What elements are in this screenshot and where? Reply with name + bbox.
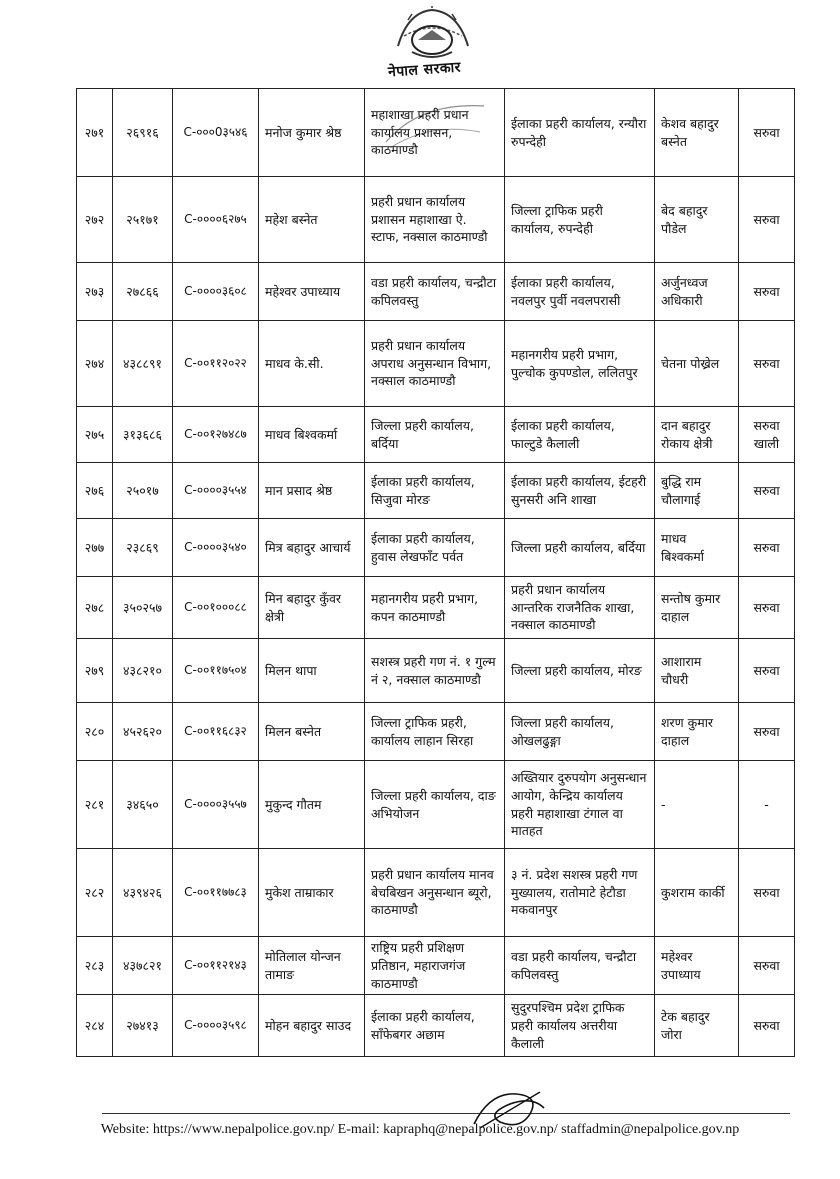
- employee-name-cell: मोहन बहादुर साउद: [259, 995, 365, 1057]
- serial-number-cell: २८४: [77, 995, 113, 1057]
- replacement-name-cell: महेश्वर उपाध्याय: [655, 937, 739, 995]
- employee-code-cell: C-००११२१४३: [173, 937, 259, 995]
- police-id-cell: ४३९४२६: [113, 849, 173, 937]
- replacement-name-cell: -: [655, 761, 739, 849]
- table-row: [77, 577, 795, 639]
- remark-cell: सरुवा: [739, 995, 795, 1057]
- replacement-name-cell: शरण कुमार दाहाल: [655, 703, 739, 761]
- police-id-cell: ४५२६२०: [113, 703, 173, 761]
- replacement-name-cell: केशव बहादुर बस्नेत: [655, 89, 739, 177]
- employee-code-cell: C-००००३५९८: [173, 995, 259, 1057]
- table-row: [77, 407, 795, 463]
- remark-cell: सरुवा: [739, 577, 795, 639]
- employee-code-cell: C-००११२०२२: [173, 321, 259, 407]
- table-row: [77, 849, 795, 937]
- serial-number-cell: २८०: [77, 703, 113, 761]
- replacement-name-cell: बुद्धि राम चौलागाई: [655, 463, 739, 519]
- table-row: [77, 177, 795, 263]
- employee-name-cell: मुकुन्द गौतम: [259, 761, 365, 849]
- current-office-cell: वडा प्रहरी कार्यालय, चन्द्रौटा कपिलवस्तु: [365, 263, 505, 321]
- employee-code-cell: C-०००0३५४६: [173, 89, 259, 177]
- serial-number-cell: २८१: [77, 761, 113, 849]
- police-id-cell: २६९१६: [113, 89, 173, 177]
- new-office-cell: ईलाका प्रहरी कार्यालय, नवलपुर पुर्वी नवलपरासी: [505, 263, 655, 321]
- new-office-cell: ईलाका प्रहरी कार्यालय, रन्यौरा रुपन्देही: [505, 89, 655, 177]
- replacement-name-cell: माधव बिश्वकर्मा: [655, 519, 739, 577]
- employee-code-cell: C-००११७७८३: [173, 849, 259, 937]
- serial-number-cell: २७१: [77, 89, 113, 177]
- footer-contact: Website: https://www.nepalpolice.gov.np/ E-mail: kapraphq@nepalpolice.gov.np/ staffadmin@nepalpolice.gov.np: [100, 1122, 740, 1137]
- table-row: [77, 703, 795, 761]
- new-office-cell: अख्तियार दुरुपयोग अनुसन्धान आयोग, केन्द्रिय कार्यालय प्रहरी महाशाखा टंगाल वा मातहत: [505, 761, 655, 849]
- replacement-name-cell: आशाराम चौधरी: [655, 639, 739, 703]
- serial-number-cell: २८३: [77, 937, 113, 995]
- new-office-cell: वडा प्रहरी कार्यालय, चन्द्रौटा कपिलवस्तु: [505, 937, 655, 995]
- table-row: [77, 263, 795, 321]
- table-row: [77, 321, 795, 407]
- employee-code-cell: C-००१०००८८: [173, 577, 259, 639]
- table-row: [77, 89, 795, 177]
- police-id-cell: ४३८२१०: [113, 639, 173, 703]
- employee-name-cell: मिलन थापा: [259, 639, 365, 703]
- remark-cell: सरुवा: [739, 321, 795, 407]
- table-row: [77, 937, 795, 995]
- employee-code-cell: C-००००६२७५: [173, 177, 259, 263]
- current-office-cell: महानगरीय प्रहरी प्रभाग, कपन काठमाण्डौ: [365, 577, 505, 639]
- table-row: [77, 463, 795, 519]
- footer-divider: [102, 1113, 790, 1114]
- police-id-cell: २३८६९: [113, 519, 173, 577]
- current-office-cell: जिल्ला प्रहरी कार्यालय, दाङ अभियोजन: [365, 761, 505, 849]
- remark-cell: सरुवा: [739, 177, 795, 263]
- current-office-cell: ईलाका प्रहरी कार्यालय, सिजुवा मोरङ: [365, 463, 505, 519]
- serial-number-cell: २७५: [77, 407, 113, 463]
- employee-code-cell: C-००१२७४८७: [173, 407, 259, 463]
- current-office-cell: जिल्ला प्रहरी कार्यालय, बर्दिया: [365, 407, 505, 463]
- police-id-cell: ३१३६८६: [113, 407, 173, 463]
- police-id-cell: ४३८८९१: [113, 321, 173, 407]
- employee-name-cell: मिलन बस्नेत: [259, 703, 365, 761]
- current-office-cell: प्रहरी प्रधान कार्यालय अपराध अनुसन्धान विभाग, नक्साल काठमाण्डौ: [365, 321, 505, 407]
- employee-name-cell: मुकेश ताम्राकार: [259, 849, 365, 937]
- employee-name-cell: मिन बहादुर कुँवर क्षेत्री: [259, 577, 365, 639]
- new-office-cell: महानगरीय प्रहरी प्रभाग, पुल्चोक कुपण्डोल, ललितपुर: [505, 321, 655, 407]
- replacement-name-cell: अर्जुनध्वज अधिकारी: [655, 263, 739, 321]
- remark-cell: सरुवा: [739, 89, 795, 177]
- new-office-cell: जिल्ला प्रहरी कार्यालय, बर्दिया: [505, 519, 655, 577]
- new-office-cell: जिल्ला प्रहरी कार्यालय, मोरङ: [505, 639, 655, 703]
- new-office-cell: ३ नं. प्रदेश सशस्त्र प्रहरी गण मुख्यालय, रातोमाटे हेटौडा मकवानपुर: [505, 849, 655, 937]
- replacement-name-cell: सन्तोष कुमार दाहाल: [655, 577, 739, 639]
- new-office-cell: ईलाका प्रहरी कार्यालय, ईटहरी सुनसरी अनि शाखा: [505, 463, 655, 519]
- employee-name-cell: माधव बिश्वकर्मा: [259, 407, 365, 463]
- serial-number-cell: २७७: [77, 519, 113, 577]
- remark-cell: -: [739, 761, 795, 849]
- police-id-cell: ३५०२५७: [113, 577, 173, 639]
- police-id-cell: ३४६५०: [113, 761, 173, 849]
- new-office-cell: ईलाका प्रहरी कार्यालय, फाल्टुडे कैलाली: [505, 407, 655, 463]
- police-id-cell: २५१७१: [113, 177, 173, 263]
- new-office-cell: प्रहरी प्रधान कार्यालय आन्तरिक राजनैतिक शाखा, नक्साल काठमाण्डौ: [505, 577, 655, 639]
- table-row: [77, 639, 795, 703]
- current-office-cell: ईलाका प्रहरी कार्यालय, हुवास लेखफाँट पर्वत: [365, 519, 505, 577]
- replacement-name-cell: कुशराम कार्की: [655, 849, 739, 937]
- employee-name-cell: मोतिलाल योन्जन तामाङ: [259, 937, 365, 995]
- police-id-cell: ४३७८२१: [113, 937, 173, 995]
- table-row: [77, 995, 795, 1057]
- police-id-cell: २७४१३: [113, 995, 173, 1057]
- replacement-name-cell: चेतना पोख्रेल: [655, 321, 739, 407]
- remark-cell: सरुवा: [739, 937, 795, 995]
- new-office-cell: सुदुरपश्चिम प्रदेश ट्राफिक प्रहरी कार्यालय अत्तरीया कैलाली: [505, 995, 655, 1057]
- current-office-cell: प्रहरी प्रधान कार्यालय प्रशासन महाशाखा ऐ. स्टाफ, नक्साल काठमाण्डौ: [365, 177, 505, 263]
- police-id-cell: २७८६६: [113, 263, 173, 321]
- replacement-name-cell: बेद बहादुर पौडेल: [655, 177, 739, 263]
- serial-number-cell: २७२: [77, 177, 113, 263]
- serial-number-cell: २७६: [77, 463, 113, 519]
- employee-code-cell: C-००११६८३२: [173, 703, 259, 761]
- replacement-name-cell: टेक बहादुर जोरा: [655, 995, 739, 1057]
- employee-name-cell: मान प्रसाद श्रेष्ठ: [259, 463, 365, 519]
- remark-cell: सरुवा खाली: [739, 407, 795, 463]
- current-office-cell: सशस्त्र प्रहरी गण नं. १ गुल्म नं २, नक्साल काठमाण्डौ: [365, 639, 505, 703]
- current-office-cell: राष्ट्रिय प्रहरी प्रशिक्षण प्रतिष्ठान, महाराजगंज काठमाण्डौ: [365, 937, 505, 995]
- remark-cell: सरुवा: [739, 639, 795, 703]
- emblem-caption: नेपाल सरकार: [387, 59, 462, 81]
- employee-name-cell: महेश बस्नेत: [259, 177, 365, 263]
- new-office-cell: जिल्ला ट्राफिक प्रहरी कार्यालय, रुपन्देही: [505, 177, 655, 263]
- employee-code-cell: C-००११७५०४: [173, 639, 259, 703]
- transfer-table: [76, 88, 795, 1057]
- table-row: [77, 761, 795, 849]
- employee-name-cell: महेश्वर उपाध्याय: [259, 263, 365, 321]
- current-office-cell: जिल्ला ट्राफिक प्रहरी, कार्यालय लाहान सिरहा: [365, 703, 505, 761]
- employee-name-cell: माधव के.सी.: [259, 321, 365, 407]
- replacement-name-cell: दान बहादुर रोकाय क्षेत्री: [655, 407, 739, 463]
- table-row: [77, 519, 795, 577]
- current-office-cell: महाशाखा प्रहरी प्रधान कार्यालय प्रशासन, काठमाण्डौ: [365, 89, 505, 177]
- remark-cell: सरुवा: [739, 519, 795, 577]
- serial-number-cell: २७९: [77, 639, 113, 703]
- remark-cell: सरुवा: [739, 849, 795, 937]
- current-office-cell: प्रहरी प्रधान कार्यालय मानव बेचबिखन अनुसन्धान ब्यूरो, काठमाण्डौ: [365, 849, 505, 937]
- serial-number-cell: २७३: [77, 263, 113, 321]
- serial-number-cell: २८२: [77, 849, 113, 937]
- current-office-cell: ईलाका प्रहरी कार्यालय, साँफेबगर अछाम: [365, 995, 505, 1057]
- remark-cell: सरुवा: [739, 463, 795, 519]
- remark-cell: सरुवा: [739, 703, 795, 761]
- serial-number-cell: २७८: [77, 577, 113, 639]
- serial-number-cell: २७४: [77, 321, 113, 407]
- employee-code-cell: C-००००३६०८: [173, 263, 259, 321]
- employee-name-cell: मनोज कुमार श्रेष्ठ: [259, 89, 365, 177]
- police-id-cell: २५०१७: [113, 463, 173, 519]
- employee-code-cell: C-००००३५४०: [173, 519, 259, 577]
- employee-code-cell: C-००००३५५४: [173, 463, 259, 519]
- employee-code-cell: C-००००३५५७: [173, 761, 259, 849]
- remark-cell: सरुवा: [739, 263, 795, 321]
- employee-name-cell: मित्र बहादुर आचार्य: [259, 519, 365, 577]
- new-office-cell: जिल्ला प्रहरी कार्यालय, ओखलढुङ्गा: [505, 703, 655, 761]
